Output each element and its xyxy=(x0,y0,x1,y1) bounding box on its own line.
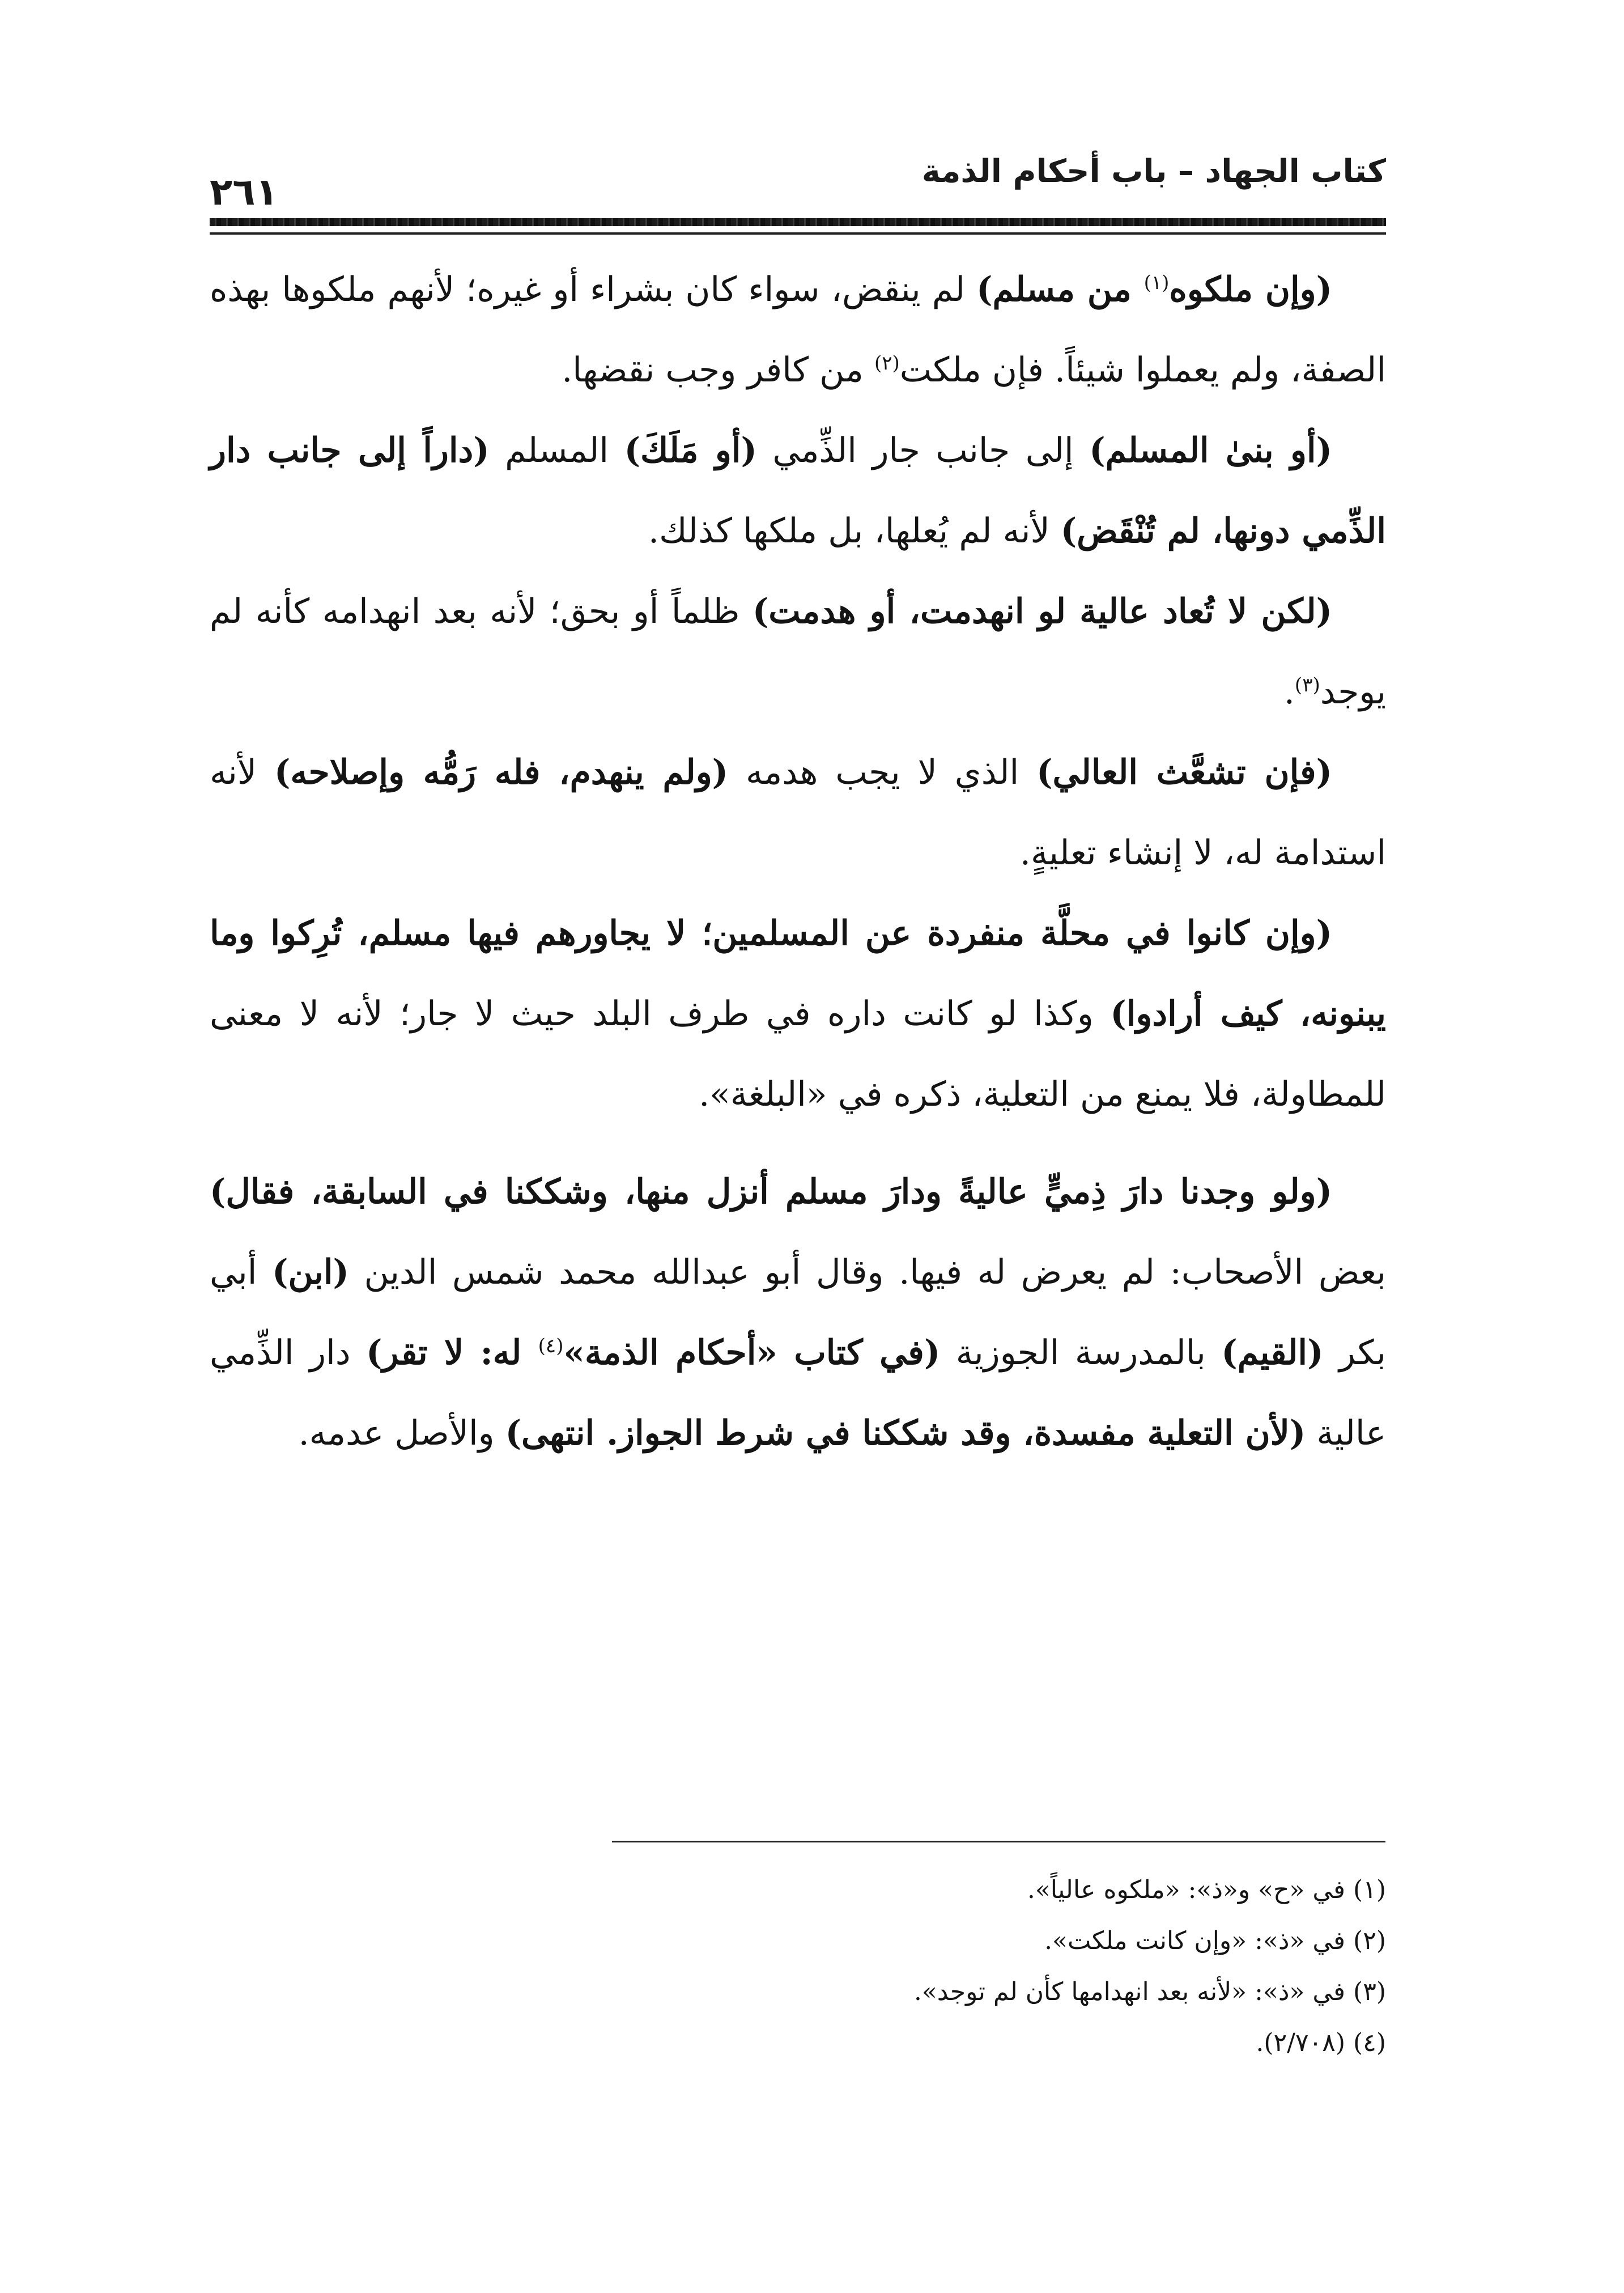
paragraph: (لكن لا تُعاد عالية لو انهدمت، أو هدمت) ظلماً أو بحق؛ لأنه بعد انهدامه كأنه لم يوجد$^{(٣)}$. xyxy=(210,592,1386,712)
paragraph: (ولو وجدنا دارَ ذِميٍّ عاليةً ودارَ مسلم أنزل منها، وشككنا في السابقة، فقال) بعض الأصحاب: لم يعرض له فيها. وقال أبو عبدالله محمد شمس الدين (ابن) أبي بكر (القيم) بالمدرسة الجوزية (في كتاب «أحكام الذمة»$^{(٤)}$ له: لا تقر) دار الذِّمي عالية (لأن التعلية مفسدة، وقد شككنا في شرط الجواز. انتهى) والأصل عدمه. xyxy=(210,1172,1387,1453)
footnote: (٣) في «ذ»: «لأنه بعد انهدامها كأن لم توجد». xyxy=(913,1977,1386,2006)
footnote-marker: (٣) xyxy=(1294,674,1320,697)
footnote: (٢) في «ذ»: «وإن كانت ملكت». xyxy=(1044,1926,1386,1955)
footnote-separator xyxy=(612,1841,1385,1842)
paragraph: (أو بنىٰ المسلم) إلى جانب جار الذِّمي (أو مَلَكَ) المسلم (داراً إلى جانب دار الذِّمي دونها، لم تُنْقَض) لأنه لم يُعلها، بل ملكها كذلك. xyxy=(210,431,1386,551)
footnote-marker: (١) xyxy=(1143,271,1170,294)
footnote-marker: (٤) xyxy=(538,1335,564,1357)
footnote: (١) في «ح» و«ذ»: «ملكوه عالياً». xyxy=(1027,1875,1386,1904)
paragraph: (فإن تشعَّث العالي) الذي لا يجب هدمه (ولم ينهدم، فله رَمُّه وإصلاحه) لأنه استدامة له، لا إنشاء تعليةٍ. xyxy=(210,753,1386,873)
page-header xyxy=(210,153,1386,238)
running-title: كتاب الجهاد – باب أحكام الذمة xyxy=(921,153,1386,190)
footnote: (٤) (٢/٧٠٨). xyxy=(1256,2028,1386,2057)
page-number: ٢٦١ xyxy=(210,170,278,214)
header-rule xyxy=(210,218,1386,226)
paragraph: (وإن كانوا في محلَّة منفردة عن المسلمين؛ لا يجاورهم فيها مسلم، تُرِكوا وما يبنونه، كيف أرادوا) وكذا لو كانت داره في طرف البلد حيث لا جار؛ لأنه لا معنى للمطاولة، فلا يمنع من التعلية، ذكره في «البلغة». xyxy=(210,914,1387,1114)
footnotes xyxy=(567,1865,1386,2069)
header-rule-thin xyxy=(210,232,1386,235)
footnote-marker: (٢) xyxy=(874,352,900,375)
main-text xyxy=(210,249,1386,1474)
paragraph: (وإن ملكوه$^{(١)}$ من مسلم) لم ينقض، سواء كان بشراء أو غيره؛ لأنهم ملكوها بهذه الصفة، ولم يعملوا شيئاً. فإن ملكت$^{(٢)}$ من كافر وجب نقضها. xyxy=(210,270,1386,390)
